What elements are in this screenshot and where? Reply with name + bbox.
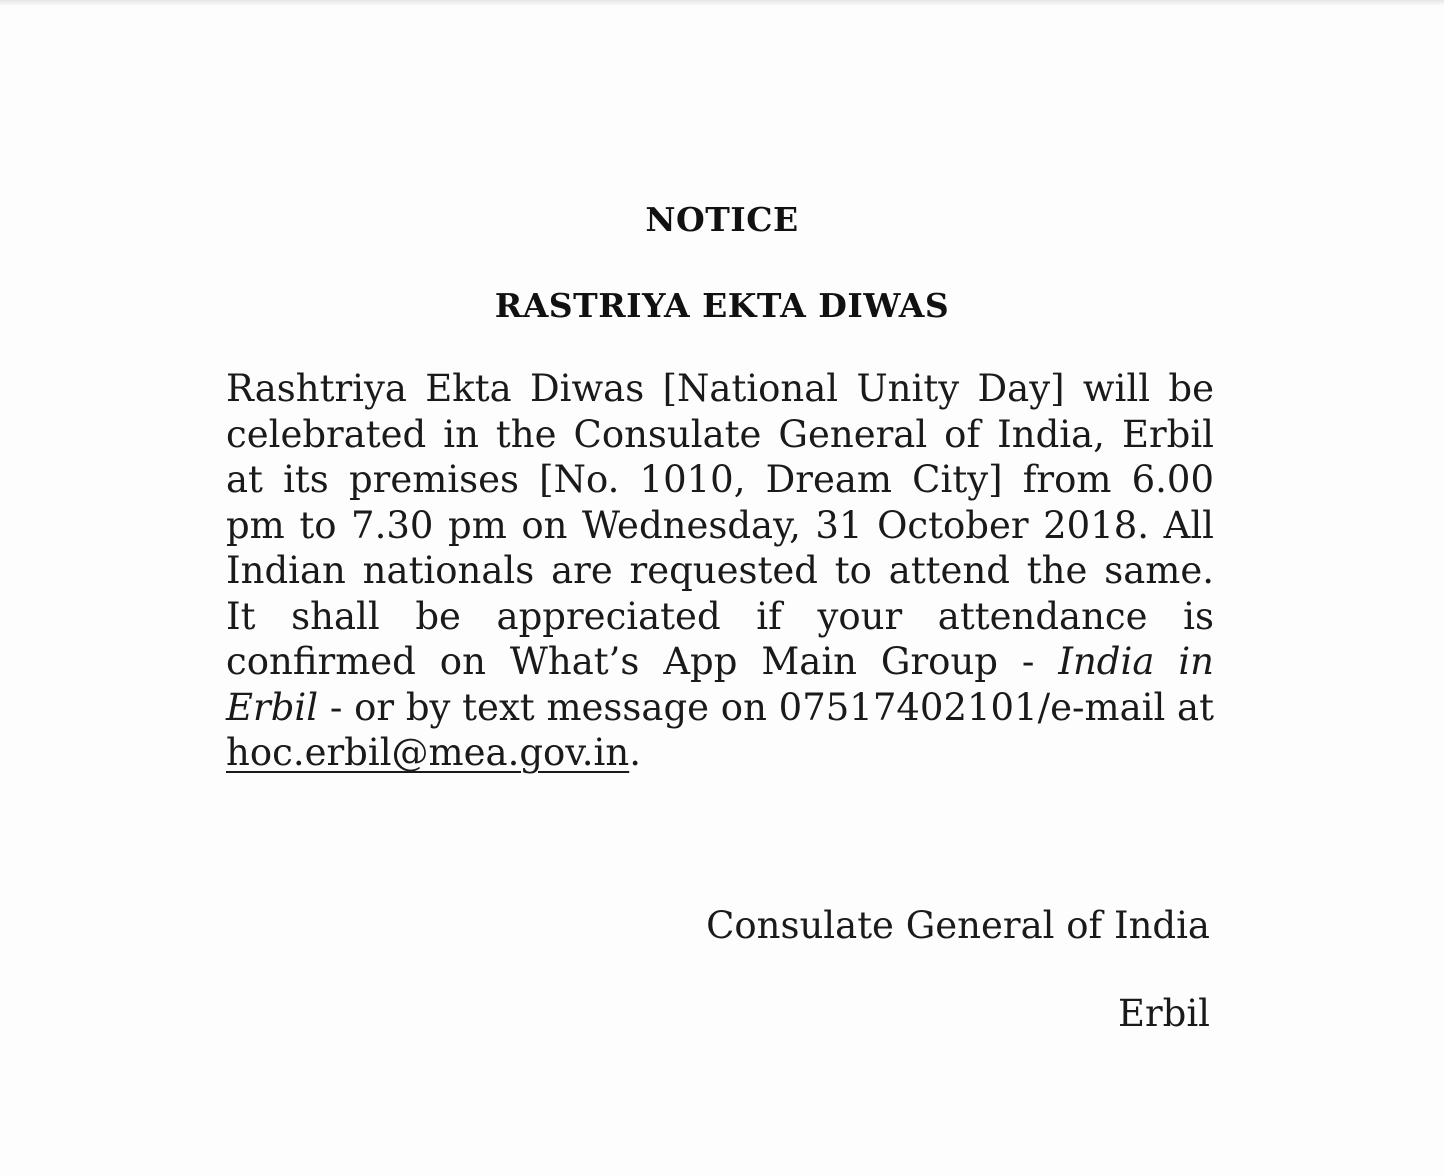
scan-edge-shadow (0, 0, 1444, 6)
signature-organization: Consulate General of India (706, 904, 1210, 947)
notice-body (226, 366, 1214, 776)
event-title: RASTRIYA EKTA DIWAS (494, 286, 950, 325)
contact-email-link[interactable]: hoc.erbil@mea.gov.in (226, 731, 630, 774)
body-text-part-1: Rashtriya Ekta Diwas [National Unity Day] will be celebrated in the Consulate General of India, Erbil at its premises [No. 1010, Dream City] from 6.00 pm to 7.30 pm on Wednesday, 31 October 2018. All Indian nationals are requested to attend the same. It shall be appreciated if your attendance is confirmed on What’s App Main Group - (226, 367, 1214, 683)
signature-city: Erbil (1117, 992, 1210, 1035)
body-text-part-2: - or by text message on 07517402101/e-mail at (318, 685, 1214, 729)
body-text-part-3: . (629, 731, 641, 774)
whatsapp-group-name: India in Erbil (226, 640, 1214, 729)
notice-heading: NOTICE (645, 200, 799, 239)
